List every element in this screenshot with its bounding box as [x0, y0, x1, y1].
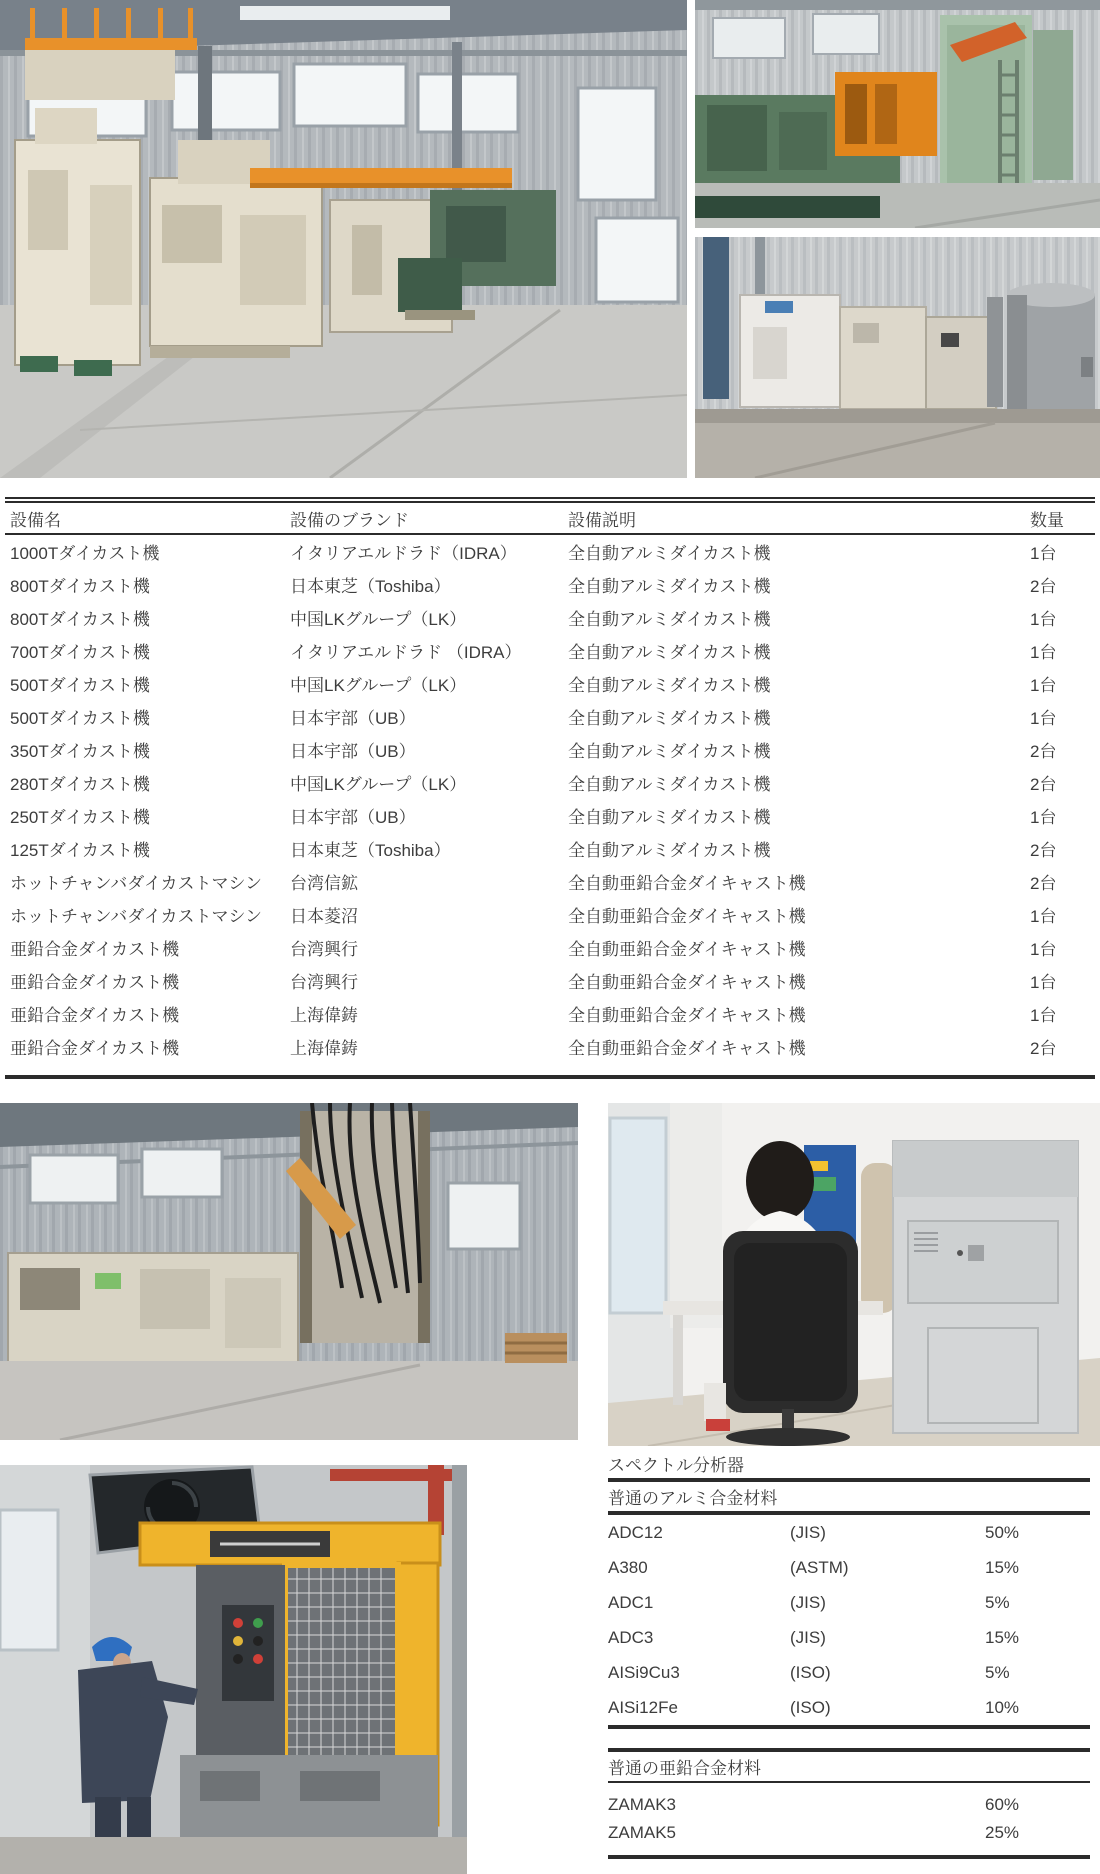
cell-brand: 日本宇部（UB）	[290, 808, 416, 827]
table-row	[5, 865, 1095, 898]
cell-quantity: 1台	[1030, 610, 1057, 629]
zinc-table	[608, 1791, 1090, 1847]
photo-machines-and-furnace	[695, 237, 1100, 478]
cell-name: 亜鉛合金ダイカスト機	[10, 1039, 180, 1058]
cell-brand: 台湾興行	[290, 973, 358, 992]
photo-die-cast-machine-with-cables	[0, 1103, 578, 1440]
header-quantity: 数量	[1030, 510, 1064, 530]
cell-name: 700Tダイカスト機	[10, 643, 150, 662]
alloy-name: AISi12Fe	[608, 1697, 678, 1717]
cable-machine-illustration	[0, 1103, 578, 1440]
cell-name: ホットチャンバダイカストマシン	[10, 907, 263, 926]
aluminum-row	[608, 1585, 1090, 1620]
equipment-table-body	[5, 535, 1095, 1063]
factory-hall-illustration	[0, 0, 687, 478]
rule	[608, 1855, 1090, 1859]
cell-name: 125Tダイカスト機	[10, 841, 150, 860]
cell-description: 全自動亜鉛合金ダイキャスト機	[568, 907, 806, 926]
materials-column	[608, 1448, 1090, 1859]
header-brand: 設備のブランド	[290, 510, 409, 530]
aluminum-row	[608, 1550, 1090, 1585]
cell-brand: 上海偉鋳	[290, 1006, 358, 1025]
alloy-share: 25%	[985, 1823, 1020, 1842]
alloy-name: ADC3	[608, 1627, 654, 1647]
aluminum-row	[608, 1690, 1090, 1725]
cell-name: ホットチャンバダイカストマシン	[10, 874, 263, 893]
cell-quantity: 2台	[1030, 1039, 1057, 1058]
aluminum-row	[608, 1655, 1090, 1690]
alloy-share: 15%	[985, 1627, 1020, 1647]
table-row	[5, 1030, 1095, 1063]
alloy-share: 15%	[985, 1557, 1020, 1577]
cell-description: 全自動亜鉛合金ダイキャスト機	[568, 874, 806, 893]
cell-brand: イタリアエルドラド （IDRA）	[290, 643, 522, 662]
cell-name: 800Tダイカスト機	[10, 577, 150, 596]
cell-quantity: 1台	[1030, 643, 1057, 662]
cell-quantity: 1台	[1030, 940, 1057, 959]
photo-green-orange-die-cast-machine	[695, 0, 1100, 228]
cell-brand: 日本菱沼	[290, 907, 358, 926]
spectrometer-lab-illustration	[608, 1103, 1100, 1446]
table-row	[5, 799, 1095, 832]
cell-name: 280Tダイカスト機	[10, 775, 150, 794]
cell-description: 全自動アルミダイカスト機	[568, 808, 771, 827]
cell-description: 全自動アルミダイカスト機	[568, 742, 771, 761]
cell-brand: 日本宇部（UB）	[290, 742, 416, 761]
cell-quantity: 1台	[1030, 709, 1057, 728]
cell-brand: 日本東芝（Toshiba）	[290, 577, 451, 596]
table-row	[5, 898, 1095, 931]
aluminum-row	[608, 1515, 1090, 1550]
cell-quantity: 1台	[1030, 907, 1057, 926]
table-bottom-rule	[5, 1075, 1095, 1079]
cell-name: 亜鉛合金ダイカスト機	[10, 940, 180, 959]
alloy-name: AISi9Cu3	[608, 1662, 680, 1682]
alloy-standard: (JIS)	[790, 1522, 826, 1542]
cell-quantity: 1台	[1030, 676, 1057, 695]
table-row	[5, 964, 1095, 997]
header-name: 設備名	[10, 510, 61, 530]
table-row	[5, 667, 1095, 700]
cell-brand: 中国LKグループ（LK）	[290, 610, 467, 629]
cell-brand: 中国LKグループ（LK）	[290, 775, 467, 794]
cell-name: 500Tダイカスト機	[10, 709, 150, 728]
alloy-name: ADC1	[608, 1592, 654, 1612]
photo-spectrometer-lab-operator	[608, 1103, 1100, 1446]
press-worker-illustration	[0, 1465, 467, 1874]
alloy-name: ZAMAK3	[608, 1795, 677, 1814]
cell-description: 全自動亜鉛合金ダイキャスト機	[568, 973, 806, 992]
alloy-standard: (ISO)	[790, 1697, 831, 1717]
cell-quantity: 1台	[1030, 973, 1057, 992]
cell-description: 全自動アルミダイカスト機	[568, 775, 771, 794]
cell-description: 全自動亜鉛合金ダイキャスト機	[568, 1039, 806, 1058]
table-top-rule	[5, 497, 1095, 499]
aluminum-row	[608, 1620, 1090, 1655]
furnace-illustration	[695, 237, 1100, 478]
alloy-share: 5%	[985, 1662, 1010, 1682]
table-row	[5, 997, 1095, 1030]
aluminum-table	[608, 1515, 1090, 1725]
zinc-row	[608, 1791, 1090, 1819]
photo-worker-yellow-press	[0, 1465, 467, 1874]
cell-description: 全自動アルミダイカスト機	[568, 709, 771, 728]
cell-brand: 上海偉鋳	[290, 1039, 358, 1058]
cell-description: 全自動アルミダイカスト機	[568, 643, 771, 662]
alloy-share: 5%	[985, 1592, 1010, 1612]
cell-description: 全自動アルミダイカスト機	[568, 577, 771, 596]
cell-name: 亜鉛合金ダイカスト機	[10, 973, 180, 992]
cell-quantity: 2台	[1030, 841, 1057, 860]
alloy-share: 50%	[985, 1522, 1020, 1542]
alloy-name: ZAMAK5	[608, 1823, 677, 1842]
alloy-name: ADC12	[608, 1522, 663, 1542]
cell-description: 全自動アルミダイカスト機	[568, 544, 771, 563]
alloy-standard: (JIS)	[790, 1592, 826, 1612]
cell-brand: 中国LKグループ（LK）	[290, 676, 467, 695]
cell-quantity: 2台	[1030, 577, 1057, 596]
header-description: 設備説明	[568, 510, 636, 530]
table-row	[5, 601, 1095, 634]
cell-name: 250Tダイカスト機	[10, 808, 150, 827]
equipment-table-header	[5, 503, 1095, 533]
cell-description: 全自動アルミダイカスト機	[568, 610, 771, 629]
cell-quantity: 2台	[1030, 775, 1057, 794]
cell-description: 全自動亜鉛合金ダイキャスト機	[568, 940, 806, 959]
spacer	[608, 1847, 1090, 1855]
green-machine-illustration	[695, 0, 1100, 228]
cell-brand: 日本宇部（UB）	[290, 709, 416, 728]
aluminum-table-title: 普通のアルミ合金材料	[608, 1489, 778, 1508]
cell-brand: 日本東芝（Toshiba）	[290, 841, 451, 860]
cell-quantity: 2台	[1030, 874, 1057, 893]
cell-description: 全自動亜鉛合金ダイキャスト機	[568, 1006, 806, 1025]
cell-description: 全自動アルミダイカスト機	[568, 676, 771, 695]
alloy-standard: (ASTM)	[790, 1557, 849, 1577]
cell-name: 800Tダイカスト機	[10, 610, 150, 629]
cell-description: 全自動アルミダイカスト機	[568, 841, 771, 860]
table-row	[5, 733, 1095, 766]
table-row	[5, 535, 1095, 568]
zinc-table-title: 普通の亜鉛合金材料	[608, 1759, 761, 1778]
table-row	[5, 634, 1095, 667]
cell-quantity: 1台	[1030, 1006, 1057, 1025]
alloy-share: 60%	[985, 1795, 1020, 1814]
cell-quantity: 1台	[1030, 544, 1057, 563]
cell-brand: 台湾興行	[290, 940, 358, 959]
spacer	[608, 1783, 1090, 1791]
table-row	[5, 832, 1095, 865]
alloy-name: A380	[608, 1557, 648, 1577]
table-row	[5, 568, 1095, 601]
table-row	[5, 700, 1095, 733]
cell-quantity: 2台	[1030, 742, 1057, 761]
cell-brand: 台湾信鉱	[290, 874, 358, 893]
cell-quantity: 1台	[1030, 808, 1057, 827]
cell-brand: イタリアエルドラド（IDRA）	[290, 544, 517, 563]
cell-name: 350Tダイカスト機	[10, 742, 150, 761]
cell-name: 亜鉛合金ダイカスト機	[10, 1006, 180, 1025]
equipment-table	[5, 497, 1095, 1079]
spectrometer-title: スペクトル分析器	[608, 1455, 744, 1475]
alloy-standard: (JIS)	[790, 1627, 826, 1647]
table-row	[5, 766, 1095, 799]
cell-name: 500Tダイカスト機	[10, 676, 150, 695]
alloy-share: 10%	[985, 1697, 1020, 1717]
zinc-row	[608, 1819, 1090, 1847]
alloy-standard: (ISO)	[790, 1662, 831, 1682]
spacer	[608, 1729, 1090, 1748]
cell-name: 1000Tダイカスト機	[10, 544, 160, 563]
photo-factory-hall-die-cast-machines	[0, 0, 687, 478]
table-row	[5, 931, 1095, 964]
